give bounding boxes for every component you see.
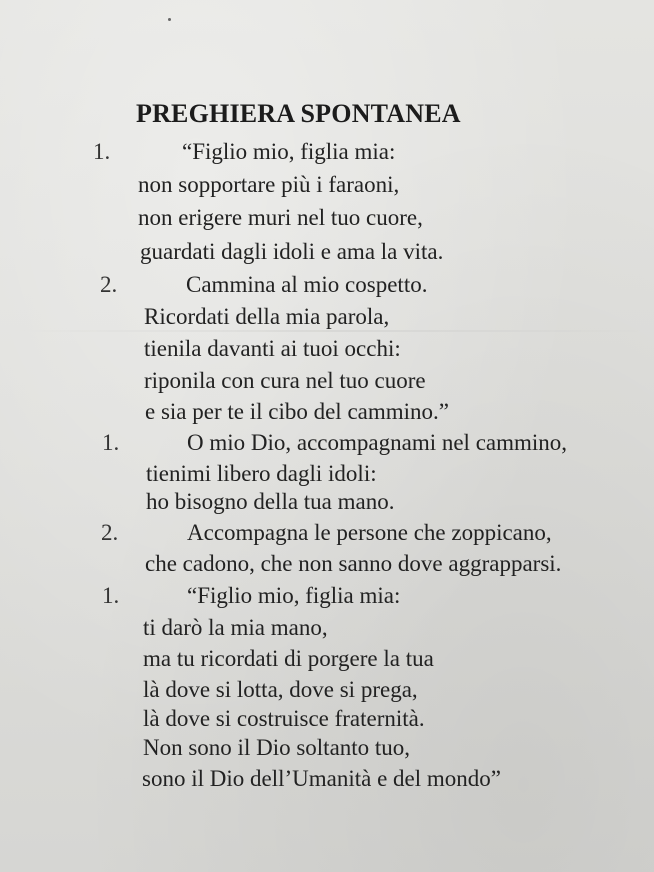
- stanza-2-line-1: Cammina al mio cospetto.: [186, 272, 428, 297]
- stanza-5-line-7: sono il Dio dell’Umanità e del mondo”: [142, 766, 501, 791]
- stanza-4-line-2: che cadono, che non sanno dove aggrapparsi.: [145, 551, 562, 576]
- stanza-2-line-3: tienila davanti ai tuoi occhi:: [144, 336, 401, 361]
- paper-speck: [168, 18, 171, 21]
- stanza-5-line-2: ti darò la mia mano,: [143, 615, 328, 640]
- stanza-3-line-3: ho bisogno della tua mano.: [146, 489, 395, 514]
- stanza-4-line-1: Accompagna le persone che zoppicano,: [187, 520, 552, 545]
- stanza-5-line-3: ma tu ricordati di porgere la tua: [143, 646, 434, 671]
- stanza-2-line-4: riponila con cura nel tuo cuore: [144, 368, 426, 393]
- stanza-5-line-4: là dove si lotta, dove si prega,: [143, 677, 418, 702]
- stanza-3-line-2: tienimi libero dagli idoli:: [146, 461, 377, 486]
- stanza-1-line-2: non sopportare più i faraoni,: [138, 172, 400, 197]
- stanza-2-line-2: Ricordati della mia parola,: [144, 304, 390, 329]
- paper-fold: [0, 330, 654, 332]
- stanza-1-line-4: guardati dagli idoli e ama la vita.: [140, 239, 444, 264]
- stanza-5-line-6: Non sono il Dio soltanto tuo,: [143, 735, 411, 760]
- document-title: PREGHIERA SPONTANEA: [136, 99, 461, 128]
- stanza-1-number: 1.: [93, 139, 111, 164]
- stanza-3-line-1: O mio Dio, accompagnami nel cammino,: [187, 430, 568, 455]
- stanza-2-number: 2.: [100, 272, 118, 297]
- stanza-1-line-3: non erigere muri nel tuo cuore,: [138, 205, 423, 230]
- stanza-4-number: 2.: [101, 520, 119, 545]
- stanza-2-line-5: e sia per te il cibo del cammino.”: [145, 399, 449, 424]
- stanza-3-number: 1.: [102, 430, 120, 455]
- stanza-5-number: 1.: [102, 583, 120, 608]
- stanza-1-line-1: “Figlio mio, figlia mia:: [182, 139, 396, 164]
- stanza-5-line-1: “Figlio mio, figlia mia:: [187, 583, 401, 608]
- stanza-5-line-5: là dove si costruisce fraternità.: [143, 706, 425, 731]
